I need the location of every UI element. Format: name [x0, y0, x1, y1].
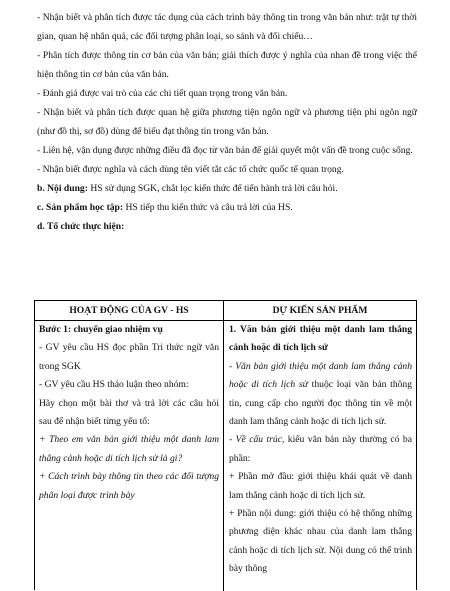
activity-table	[34, 300, 417, 590]
bullet-3: - Đánh giá được vai trò của các chi tiết quan trọng trong văn bản.	[37, 88, 288, 99]
product-cell	[224, 321, 416, 591]
step-1-heading: Bước 1: chuyển giao nhiệm vụ	[39, 324, 163, 335]
bullet-6: - Nhận biết được nghĩa và cách dùng tên viết tắt các tổ chức quốc tế quan trọng.	[37, 164, 344, 175]
product-p2	[229, 431, 412, 468]
product-p1-rest: thuộc loại văn bản thông tin, cung cấp cho người đọc thông tin về một danh lam thắng cảnh hoặc di tích lịch sử.	[229, 379, 413, 428]
section-b-label: b. Nội dung:	[37, 183, 88, 194]
objectives-text	[37, 8, 417, 236]
product-p3: + Phần mở đầu: giới thiệu khái quát về danh lam thắng cảnh hoặc di tích lịch sử.	[229, 471, 412, 501]
table-row	[35, 321, 416, 591]
product-p2-rest: kiểu văn bản này thường có ba phần:	[229, 434, 412, 464]
header-teacher-student: HOẠT ĐỘNG CỦA GV - HS	[35, 301, 224, 320]
product-p2-italic: - Về cấu trúc,	[229, 434, 285, 446]
section-d-label: d. Tổ chức thực hiện:	[37, 221, 125, 232]
bullet-5: - Liên hệ, vận dụng được những điều đã đọc từ văn bản để giải quyết một vấn đề trong cuộc sống.	[37, 145, 413, 156]
bullet-1: - Nhận biết và phân tích được tác dụng của cách trình bày thông tin trong văn bản như: trật tự thời gian, quan hệ nhân quả, các đối tượng phân loại, so sánh và đối chiếu…	[37, 12, 417, 42]
activity-p5: + Cách trình bày thông tin theo các đối tượng phân loại được trình bày	[39, 471, 219, 501]
activity-p1: - GV yêu cầu HS đọc phần Tri thức ngữ văn trong SGK	[39, 342, 219, 372]
product-p4: + Phần nội dung: giới thiệu có hệ thống những phương diện khác nhau của danh lam thắng cảnh hoặc di tích lịch sử. Nội dung có thể trình bày thông	[229, 508, 412, 575]
activity-p2: - GV yêu cầu HS thảo luận theo nhóm:	[39, 379, 189, 391]
product-heading: 1. Văn bản giới thiệu một danh lam thắng cảnh hoặc di tích lịch sử	[229, 324, 412, 354]
section-c	[37, 198, 417, 217]
activity-p4: + Theo em văn bản giới thiệu một danh lam thắng cảnh hoặc di tích lịch sử là gì?	[39, 434, 219, 464]
product-p1	[229, 358, 412, 432]
bullet-4: - Nhận biết và phân tích được quan hệ giữa phương tiện ngôn ngữ và phương tiện phi ngôn ngữ (như đồ thị, sơ đồ) dùng để biểu đạt thông tin trong văn bản.	[37, 107, 417, 137]
activity-p3: Hãy chọn một bài thơ và trả lời các câu hỏi sau để nhận biết từng yếu tố:	[39, 397, 219, 428]
table-header	[35, 301, 416, 321]
section-b	[37, 179, 417, 198]
section-c-label: c. Sản phẩm học tập:	[37, 202, 124, 213]
activity-cell	[35, 321, 224, 591]
section-b-text: HS sử dụng SGK, chắt lọc kiến thức để tiến hành trả lời câu hỏi.	[87, 183, 338, 194]
bullet-2: - Phân tích được thông tin cơ bản của văn bản; giải thích được ý nghĩa của nhan đề trong việc thể hiện thông tin cơ bản của văn bản.	[37, 50, 417, 80]
section-c-text: HS tiếp thu kiến thức và câu trả lời của HS.	[123, 202, 293, 213]
header-expected-product: DỰ KIẾN SẢN PHẨM	[272, 305, 368, 316]
product-p1-italic: - Văn bản giới thiệu một danh lam thắng cảnh hoặc di tích lịch sử	[229, 360, 412, 391]
